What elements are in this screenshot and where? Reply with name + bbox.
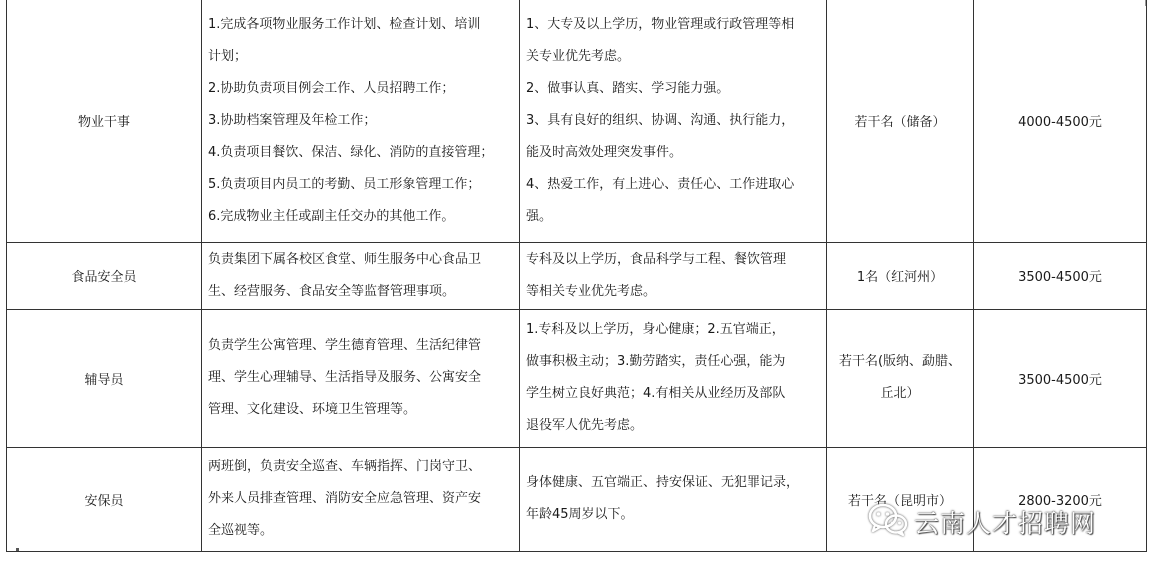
salary-cell: 3500-4500元 [974,309,1147,447]
table-row [7,0,1147,242]
headcount-cell: 1名（红河州） [827,242,974,309]
requirements-cell: 专科及以上学历，食品科学与工程、餐饮管理 等相关专业优先考虑。 [520,242,827,309]
requirements-cell: 身体健康、五官端正、持安保证、无犯罪记录， 年龄45周岁以下。 [520,447,827,551]
duties-cell: 负责学生公寓管理、学生德育管理、生活纪律管 理、学生心理辅导、生活指导及服务、公寓安全 管理、文化建设、环境卫生管理等。 [202,309,520,447]
headcount-cell: 若干名（储备） [827,0,974,242]
salary-cell: 3500-4500元 [974,242,1147,309]
duties-cell: 两班倒，负责安全巡查、车辆指挥、门岗守卫、 外来人员排查管理、消防安全应急管理、资产安 全巡视等。 [202,447,520,551]
position-cell: 安保员 [7,447,202,551]
salary-cell: 4000-4500元 [974,0,1147,242]
position-cell: 物业干事 [7,0,202,242]
watermark-text: 云南人才招聘网 [914,509,1097,538]
table-row [7,309,1147,447]
position-cell: 辅导员 [7,309,202,447]
watermark [868,502,1096,542]
job-listings-table [6,0,1147,552]
position-cell: 食品安全员 [7,242,202,309]
salary-cell: 2800-3200元 [974,447,1147,551]
table-row [7,242,1147,309]
headcount-cell: 若干名(版纳、勐腊、 丘北） [827,309,974,447]
wechat-icon [868,502,908,542]
requirements-cell: 1、大专及以上学历，物业管理或行政管理等相 关专业优先考虑。 2、做事认真、踏实、学习能力强。 3、具有良好的组织、协调、沟通、执行能力， 能及时高效处理突发事件。 4、热爱工作，有上进心、责任心、工作进取心 强。 [520,0,827,242]
duties-cell: 1.完成各项物业服务工作计划、检查计划、培训 计划； 2.协助负责项目例会工作、人员招聘工作； 3.协助档案管理及年检工作； 4.负责项目餐饮、保洁、绿化、消防的直接管理； 5.负责项目内员工的考勤、员工形象管理工作； 6.完成物业主任或副主任交办的其他工作。 [202,0,520,242]
duties-cell: 负责集团下属各校区食堂、师生服务中心食品卫 生、经营服务、食品安全等监督管理事项。 [202,242,520,309]
headcount-cell: 若干名（昆明市） [827,447,974,551]
requirements-cell: 1.专科及以上学历，身心健康；2.五官端正， 做事积极主动；3.勤劳踏实，责任心强，能为 学生树立良好典范；4.有相关从业经历及部队 退役军人优先考虑。 [520,309,827,447]
